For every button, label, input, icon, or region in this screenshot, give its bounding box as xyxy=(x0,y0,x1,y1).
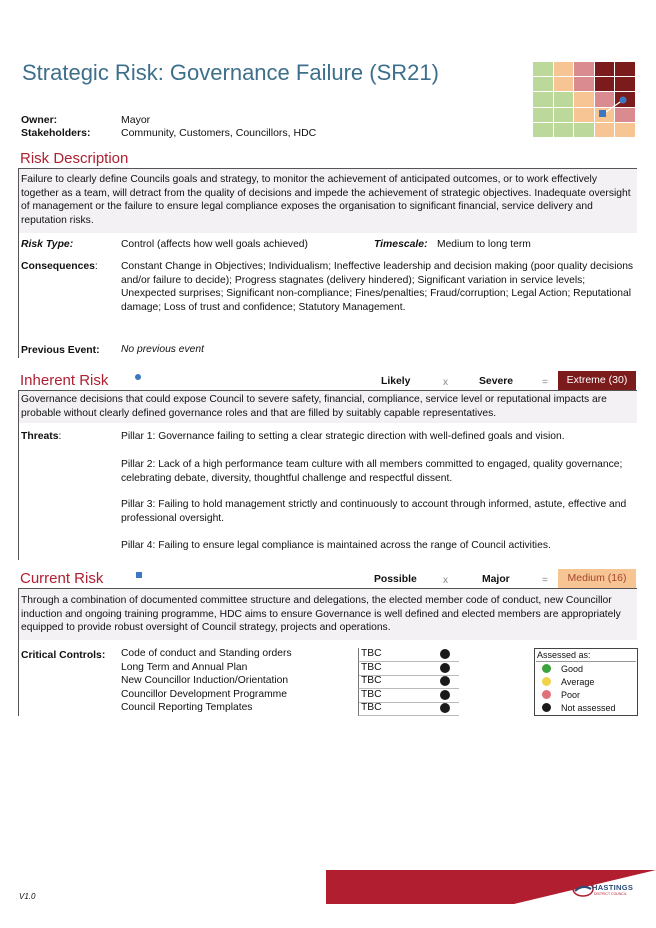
inherent-times: x xyxy=(443,377,448,388)
threat-item: Pillar 4: Failing to ensure legal compliance is maintained across the range of Council activities. xyxy=(121,540,551,551)
not-assessed-dot-icon xyxy=(440,676,450,686)
control-name: New Councillor Induction/Orientation xyxy=(121,675,289,686)
current-risk-square-icon xyxy=(136,572,142,578)
good-dot-icon xyxy=(542,664,551,673)
current-likelihood: Possible xyxy=(374,574,417,585)
not-assessed-dot-icon xyxy=(440,663,450,673)
owner-value: Mayor xyxy=(121,114,151,126)
control-name: Long Term and Annual Plan xyxy=(121,662,248,673)
inherent-consequence: Severe xyxy=(479,376,514,387)
stakeholders-value: Community, Customers, Councillors, HDC xyxy=(121,127,317,139)
previous-event-label: Previous Event: xyxy=(21,345,100,356)
risk-type-value: Control (affects how well goals achieved) xyxy=(121,239,308,250)
current-times: x xyxy=(443,575,448,586)
current-risk-heading: Current Risk xyxy=(20,570,104,587)
poor-dot-icon xyxy=(542,690,551,699)
assessment-legend xyxy=(534,648,638,716)
not-assessed-dot-icon xyxy=(542,703,551,712)
owner-label: Owner: xyxy=(21,114,58,126)
logo-name: HASTINGS xyxy=(592,883,634,892)
timescale-label: Timescale: xyxy=(374,239,428,250)
threat-item: Pillar 1: Governance failing to setting a clear strategic direction with well-defined goals and vision. xyxy=(121,431,565,442)
version-label: V1.0 xyxy=(19,892,36,901)
legend-label: Average xyxy=(561,677,595,687)
inherent-risk-circle-icon xyxy=(135,374,141,380)
stakeholders-label: Stakeholders: xyxy=(21,127,91,139)
risk-description-text: Failure to clearly define Councils goals and strategy, to monitor the achievement of anticipated outcomes, or to work effectively together as a team, will detract from the quality of decisions and impede the achievement of strategic objectives. Inadequate oversight of management or the failure to ensure legal compliance exposes the organisation to significant financial, service delivery and reputation risks. xyxy=(21,174,631,226)
threat-item: Pillar 3: Failing to hold management strictly and continuously to account through informed, astute, effective and professional oversight. xyxy=(121,499,627,524)
control-status: TBC xyxy=(361,689,382,700)
current-consequence: Major xyxy=(482,574,510,585)
control-name: Council Reporting Templates xyxy=(121,702,253,713)
legend-label: Good xyxy=(561,664,584,674)
control-name: Code of conduct and Standing orders xyxy=(121,648,292,659)
logo-subtitle: DISTRICT COUNCIL xyxy=(594,892,627,896)
control-status: TBC xyxy=(361,675,382,686)
legend-label: Not assessed xyxy=(561,703,616,713)
page-title: Strategic Risk: Governance Failure (SR21) xyxy=(22,60,439,85)
control-status: TBC xyxy=(361,662,382,673)
legend-label: Poor xyxy=(561,690,581,700)
not-assessed-dot-icon xyxy=(440,703,450,713)
previous-event-value: No previous event xyxy=(121,344,204,355)
inherent-equals: = xyxy=(542,377,548,388)
control-status: TBC xyxy=(361,648,382,659)
current-risk-marker xyxy=(599,110,606,117)
consequences-text: Constant Change in Objectives; Individualism; Ineffective leadership and decision making (poor quality decisions and/or failure to decide); Progress stagnates (delivery hindered); Significant variation in service levels; Unexpected surprises; Significant non-compliance; Fines/penalties; Fraud/corruption; Legal Action; Reputational damage; Loss of trust and confidence; Statutory Management. xyxy=(121,261,634,313)
legend-title: Assessed as: xyxy=(537,650,591,660)
control-name: Councillor Development Programme xyxy=(121,689,287,700)
timescale-value: Medium to long term xyxy=(437,239,531,250)
inherent-risk-text: Governance decisions that could expose Council to severe safety, financial, compliance, service level or reputational impacts are probable without clearly defined governance roles and that are filled by suitably capable representatives. xyxy=(21,394,607,419)
consequences-label: Consequences: xyxy=(21,261,98,272)
threats-label: Threats: xyxy=(21,431,62,442)
inherent-rating-badge: Extreme (30) xyxy=(558,371,636,390)
current-risk-text: Through a combination of documented committee structure and delegations, the elected member code of conduct, new Councillor induction and ongoing training programme, HDC aims to ensure Governance is well defined and elected members are appropriately equipped to provide robust oversight of Council strategy, projects and operations. xyxy=(21,595,621,634)
inherent-likelihood: Likely xyxy=(381,376,411,387)
inherent-risk-heading: Inherent Risk xyxy=(20,372,109,389)
hastings-logo-icon xyxy=(572,880,594,898)
current-rating-badge: Medium (16) xyxy=(558,569,636,588)
inherent-risk-marker xyxy=(620,97,627,104)
current-equals: = xyxy=(542,575,548,586)
critical-controls-label: Critical Controls: xyxy=(21,650,106,661)
heatmap-markers xyxy=(533,62,635,137)
average-dot-icon xyxy=(542,677,551,686)
control-status: TBC xyxy=(361,702,382,713)
not-assessed-dot-icon xyxy=(440,690,450,700)
risk-type-label: Risk Type: xyxy=(21,239,74,250)
threat-item: Pillar 2: Lack of a high performance team culture with all members committed to engaged, quality governance; celebrating debate, diversity, thoughtful challenge and respectful dissent. xyxy=(121,459,623,484)
not-assessed-dot-icon xyxy=(440,649,450,659)
legend-divider xyxy=(536,661,636,662)
risk-description-heading: Risk Description xyxy=(20,150,129,167)
